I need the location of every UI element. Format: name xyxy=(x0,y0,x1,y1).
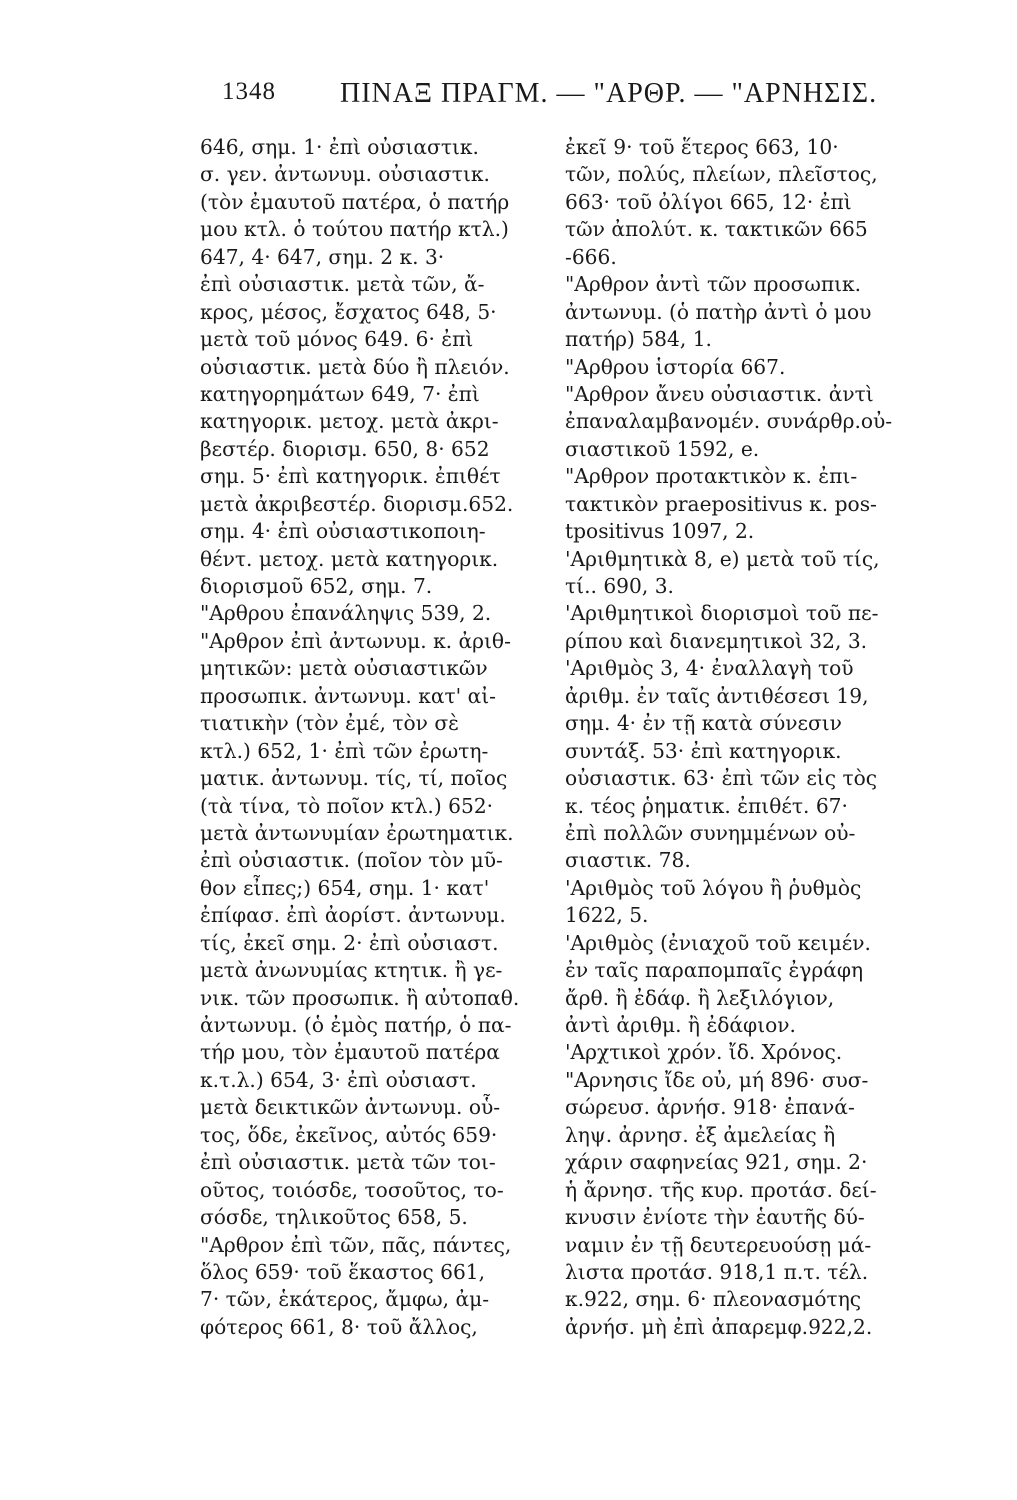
index-line: ἐκεῖ 9· τοῦ ἕτερος 663, 10· xyxy=(565,135,839,159)
index-line: μετὰ ἀνωνυμίας κτητικ. ἢ γε- xyxy=(200,958,503,983)
index-line: ἡ ἄρνησ. τῆς κυρ. προτάσ. δεί- xyxy=(565,1177,877,1202)
index-line: κρος, μέσος, ἔσχατος 648, 5· xyxy=(200,299,497,324)
index-line: μετὰ ἀκριβεστέρ. διορισμ.652. xyxy=(200,491,514,516)
index-line: κτλ.) 652, 1· ἐπὶ τῶν ἐρωτη- xyxy=(200,738,489,763)
index-line: ὅλος 659· τοῦ ἕκαστος 661, xyxy=(200,1259,486,1284)
index-line: θον εἶπες;) 654, σημ. 1· κατ' xyxy=(200,875,490,900)
index-line: μητικῶν: μετὰ οὐσιαστικῶν xyxy=(200,656,488,681)
index-line: ἐπὶ οὐσιαστικ. μετὰ τῶν τοι- xyxy=(200,1150,496,1175)
index-line: tpositivus 1097, 2. xyxy=(565,519,755,544)
index-line: διορισμοῦ 652, σημ. 7. xyxy=(200,574,433,598)
index-line: νικ. τῶν προσωπικ. ἢ αὐτοπαθ. xyxy=(200,985,520,1010)
index-line: σόσδε, τηλικοῦτος 658, 5. xyxy=(200,1205,468,1230)
left-column xyxy=(200,134,540,1341)
index-line: τῶν, πολύς, πλείων, πλεῖστος, xyxy=(565,162,878,187)
index-line: (τὸν ἐμαυτοῦ πατέρα, ὁ πατήρ xyxy=(200,189,510,214)
index-line: μετὰ δεικτικῶν ἀντωνυμ. οὗ- xyxy=(200,1095,501,1120)
index-line: ρίπου καὶ διανεμητικοὶ 32, 3. xyxy=(565,628,868,653)
index-line: τῶν ἀπολύτ. κ. τακτικῶν 665 xyxy=(565,217,868,242)
index-line: οὐσιαστικ. 63· ἐπὶ τῶν εἰς τὸς xyxy=(565,766,878,791)
index-line: κνυσιν ἐνίοτε τὴν ἑαυτῆς δύ- xyxy=(565,1205,865,1230)
index-line: ἐπίφασ. ἐπὶ ἀορίστ. ἀντωνυμ. xyxy=(200,903,506,928)
index-line: "Αρθρον ἀντὶ τῶν προσωπικ. xyxy=(565,272,862,297)
index-line: σημ. 4· ἐπὶ οὐσιαστικοποιη- xyxy=(200,519,486,544)
index-line: 647, 4· 647, σημ. 2 κ. 3· xyxy=(200,244,445,269)
index-line: ἐν ταῖς παραπομπαῖς ἐγράφη xyxy=(565,958,864,983)
index-line: ἀριθμ. ἐν ταῖς ἀντιθέσεσι 19, xyxy=(565,683,869,708)
index-line: ἀντωνυμ. (ὁ ἐμὸς πατήρ, ὁ πα- xyxy=(200,1013,512,1037)
index-line: 7· τῶν, ἑκάτερος, ἄμφω, ἀμ- xyxy=(200,1287,490,1312)
index-line: "Αρθρον ἄνευ οὐσιαστικ. ἀντὶ xyxy=(565,381,874,406)
index-line: κ.τ.λ.) 654, 3· ἐπὶ οὐσιαστ. xyxy=(200,1067,477,1092)
index-line: βεστέρ. διορισμ. 650, 8· 652 xyxy=(200,436,490,461)
index-line: "Αρθρον ἐπὶ ἀντωνυμ. κ. ἀριθ- xyxy=(200,628,511,653)
index-line: σιαστικοῦ 1592, e. xyxy=(565,436,760,461)
index-line: λιστα προτάσ. 918,1 π.τ. τέλ. xyxy=(565,1259,869,1284)
index-line: 646, σημ. 1· ἐπὶ οὐσιαστικ. xyxy=(200,135,479,159)
index-line: ἐπὶ οὐσιαστικ. μετὰ τῶν, ἄ- xyxy=(200,272,485,297)
index-line: οὐσιαστικ. μετὰ δύο ἢ πλειόν. xyxy=(200,354,510,379)
index-line: ἐπὶ οὐσιαστικ. (ποῖον τὸν μῦ- xyxy=(200,848,503,873)
index-line: κατηγορικ. μετοχ. μετὰ ἀκρι- xyxy=(200,409,499,434)
index-line: "Αρθρου ἱστορία 667. xyxy=(565,354,786,379)
index-line: 'Αριθμητικὰ 8, e) μετὰ τοῦ τίς, xyxy=(565,546,880,571)
index-line: μετὰ ἀντωνυμίαν ἐρωτηματικ. xyxy=(200,820,514,845)
index-line: συντάξ. 53· ἐπὶ κατηγορικ. xyxy=(565,738,842,763)
index-line: ἐπὶ πολλῶν συνημμένων οὐ- xyxy=(565,820,856,845)
index-line: 'Αριθμὸς τοῦ λόγου ἢ ῥυθμὸς xyxy=(565,875,862,900)
index-line: τος, ὅδε, ἐκεῖνος, αὐτός 659· xyxy=(200,1122,498,1147)
page-number: 1348 xyxy=(222,78,276,105)
index-line: τιατικὴν (τὸν ἐμέ, τὸν σὲ xyxy=(200,711,459,736)
index-line: κ.922, σημ. 6· πλεονασμότης xyxy=(565,1287,862,1312)
index-line: ματικ. ἀντωνυμ. τίς, τί, ποῖος xyxy=(200,766,508,791)
index-line: πατήρ) 584, 1. xyxy=(565,327,712,352)
index-line: ἀντωνυμ. (ὁ πατὴρ ἀντὶ ὁ μου xyxy=(565,299,872,324)
index-line: μου κτλ. ὁ τούτου πατήρ κτλ.) xyxy=(200,217,509,242)
index-line: σιαστικ. 78. xyxy=(565,848,691,873)
index-line: προσωπικ. ἀντωνυμ. κατ' αἰ- xyxy=(200,683,496,708)
right-column xyxy=(565,134,895,1341)
index-line: τήρ μου, τὸν ἐμαυτοῦ πατέρα xyxy=(200,1040,500,1065)
index-line: "Αρθρον ἐπὶ τῶν, πᾶς, πάντες, xyxy=(200,1232,512,1257)
index-line: μετὰ τοῦ μόνος 649. 6· ἐπὶ xyxy=(200,327,474,352)
index-line: θέντ. μετοχ. μετὰ κατηγορικ. xyxy=(200,546,499,571)
page-header xyxy=(222,78,878,118)
index-line: οῦτος, τοιόσδε, τοσοῦτος, το- xyxy=(200,1177,504,1202)
index-line: ἀντὶ ἀριθμ. ἢ ἐδάφιον. xyxy=(565,1013,796,1037)
index-line: τί.. 690, 3. xyxy=(565,574,674,598)
index-line: κ. τέος ῥηματικ. ἐπιθέτ. 67· xyxy=(565,793,848,818)
index-line: χάριν σαφηνείας 921, σημ. 2· xyxy=(565,1150,868,1175)
index-line: 663· τοῦ ὀλίγοι 665, 12· ἐπὶ xyxy=(565,189,852,214)
index-line: 'Αριθμὸς 3, 4· ἐναλλαγὴ τοῦ xyxy=(565,656,854,681)
running-title: ΠΙΝΑΞ ΠΡΑΓΜ. — "ΑΡΘΡ. — "ΑΡΝΗΣΙΣ. xyxy=(340,78,878,109)
index-line: ναμιν ἐν τῇ δευτερευούσῃ μά- xyxy=(565,1232,872,1257)
index-line: "Αρνησις ἴδε οὐ, μή 896· συσ- xyxy=(565,1067,869,1092)
index-line: "Αρθρου ἐπανάληψις 539, 2. xyxy=(200,601,492,626)
index-line: τίς, ἐκεῖ σημ. 2· ἐπὶ οὐσιαστ. xyxy=(200,930,499,955)
index-line: ἀρνήσ. μὴ ἐπὶ ἀπαρεμφ.922,2. xyxy=(565,1314,873,1339)
index-line: ληψ. ἀρνησ. ἐξ ἀμελείας ἢ xyxy=(565,1122,836,1147)
index-line: 'Αριθμητικοὶ διορισμοὶ τοῦ πε- xyxy=(565,601,879,626)
index-line: σημ. 5· ἐπὶ κατηγορικ. ἐπιθέτ xyxy=(200,464,501,489)
index-line: 'Αρχτικοὶ χρόν. ἴδ. Χρόνος. xyxy=(565,1040,843,1065)
index-line: -666. xyxy=(565,244,617,269)
index-line: "Αρθρον προτακτικὸν κ. ἐπι- xyxy=(565,464,858,489)
index-line: 1622, 5. xyxy=(565,903,649,928)
index-line: ἄρθ. ἢ ἐδάφ. ἢ λεξιλόγιον, xyxy=(565,985,835,1010)
index-line: ἐπαναλαμβανομέν. συνάρθρ.οὐ- xyxy=(565,409,893,434)
index-line: σ. γεν. ἀντωνυμ. οὐσιαστικ. xyxy=(200,162,490,187)
index-line: τακτικὸν praepositivus κ. pos- xyxy=(565,491,877,516)
index-line: φότερος 661, 8· τοῦ ἄλλος, xyxy=(200,1314,478,1339)
index-line: σώρευσ. ἀρνήσ. 918· ἐπανά- xyxy=(565,1095,855,1120)
index-line: 'Αριθμὸς (ἐνιαχοῦ τοῦ κειμέν. xyxy=(565,930,871,955)
index-line: (τὰ τίνα, τὸ ποῖον κτλ.) 652· xyxy=(200,793,494,818)
index-line: κατηγορημάτων 649, 7· ἐπὶ xyxy=(200,381,480,406)
index-line: σημ. 4· ἐν τῇ κατὰ σύνεσιν xyxy=(565,711,842,736)
